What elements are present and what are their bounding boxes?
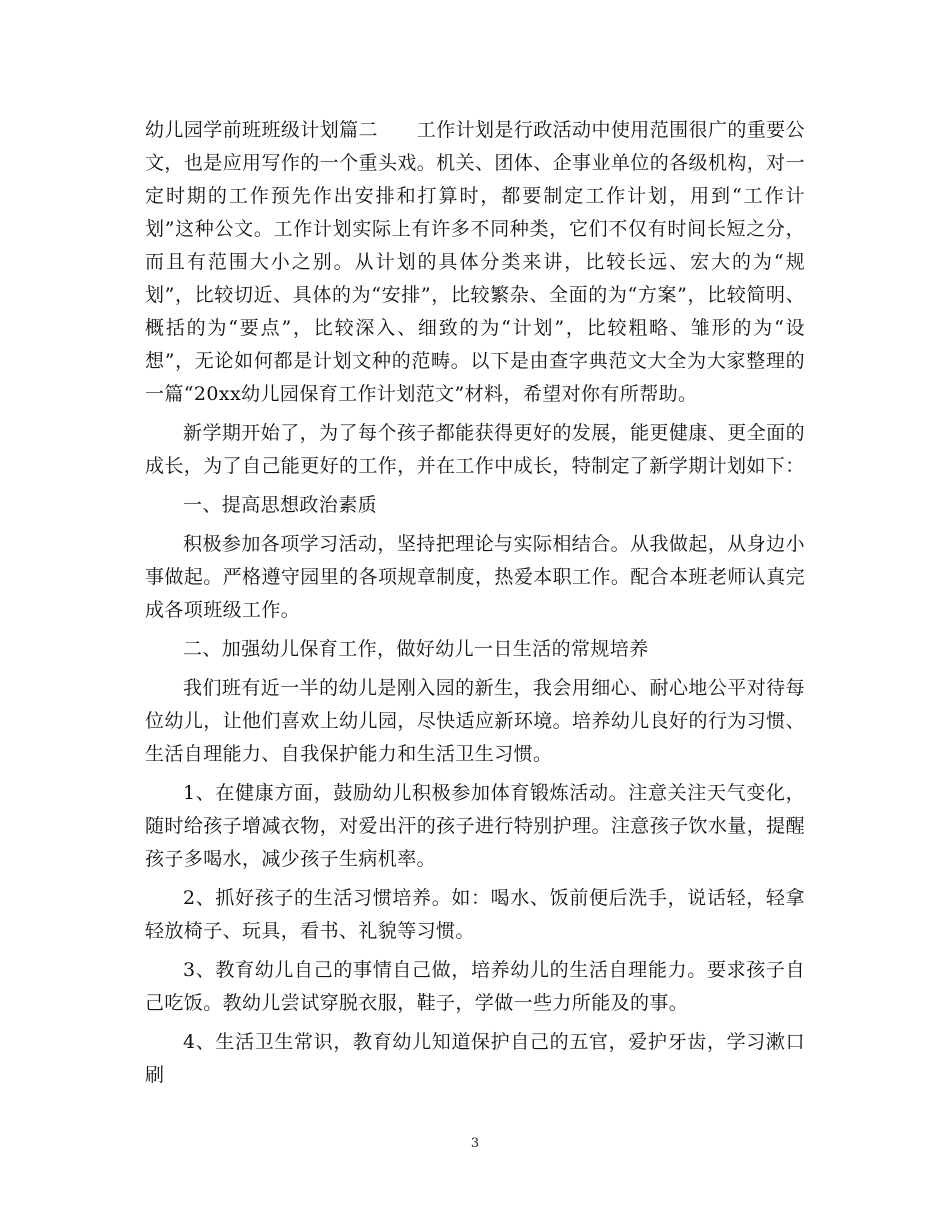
section-heading-1: 一、提高思想政治素质	[183, 494, 378, 516]
section-2-paragraph: 我们班有近一半的幼儿是刚入园的新生，我会用细心、耐心地公平对待每位幼儿，让他们喜欢上幼儿园，尽快适应新环境。培养幼儿良好的行为习惯、生活自理能力、自我保护能力和生活卫生习惯。	[145, 677, 805, 765]
document-body	[145, 114, 805, 1092]
section-1-paragraph: 积极参加各项学习活动，坚持把理论与实际相结合。从我做起，从身边小事做起。严格遵守园里的各项规章制度，热爱本职工作。配合本班老师认真完成各项班级工作。	[145, 533, 805, 621]
page-number: 3	[470, 1136, 480, 1151]
intro-paragraph: 幼儿园学前班班级计划篇二 工作计划是行政活动中使用范围很广的重要公文，也是应用写作的一个重头戏。机关、团体、企事业单位的各级机构，对一定时期的工作预先作出安排和打算时，都要制定工作计划，用到“工作计划”这种公文。工作计划实际上有许多不同种类，它们不仅有时间长短之分，而且有范围大小之别。从计划的具体分类来讲，比较长远、宏大的为“规划”，比较切近、具体的为“安排”，比较繁杂、全面的为“方案”，比较简明、概括的为“要点”，比较深入、细致的为“计划”，比较粗略、雏形的为“设想”，无论如何都是计划文种的范畴。以下是由查字典范文大全为大家整理的一篇“20xx幼儿园保育工作计划范文”材料，希望对你有所帮助。	[145, 119, 805, 405]
new-semester-paragraph: 新学期开始了，为了每个孩子都能获得更好的发展，能更健康、更全面的成长，为了自己能更好的工作，并在工作中成长，特制定了新学期计划如下：	[145, 422, 805, 477]
item-3-paragraph: 3、教育幼儿自己的事情自己做，培养幼儿的生活自理能力。要求孩子自己吃饭。教幼儿尝试穿脱衣服，鞋子，学做一些力所能及的事。	[145, 959, 805, 1014]
item-2-paragraph: 2、抓好孩子的生活习惯培养。如：喝水、饭前便后洗手，说话轻，轻拿轻放椅子、玩具，看书、礼貌等习惯。	[145, 887, 805, 942]
item-4-paragraph: 4、生活卫生常识，教育幼儿知道保护自己的五官，爱护牙齿，学习漱口刷	[145, 1031, 805, 1086]
item-1-paragraph: 1、在健康方面，鼓励幼儿积极参加体育锻炼活动。注意关注天气变化，随时给孩子增减衣物，对爱出汗的孩子进行特别护理。注意孩子饮水量，提醒孩子多喝水，减少孩子生病机率。	[145, 782, 805, 870]
section-heading-2: 二、加强幼儿保育工作，做好幼儿一日生活的常规培养	[183, 638, 649, 660]
